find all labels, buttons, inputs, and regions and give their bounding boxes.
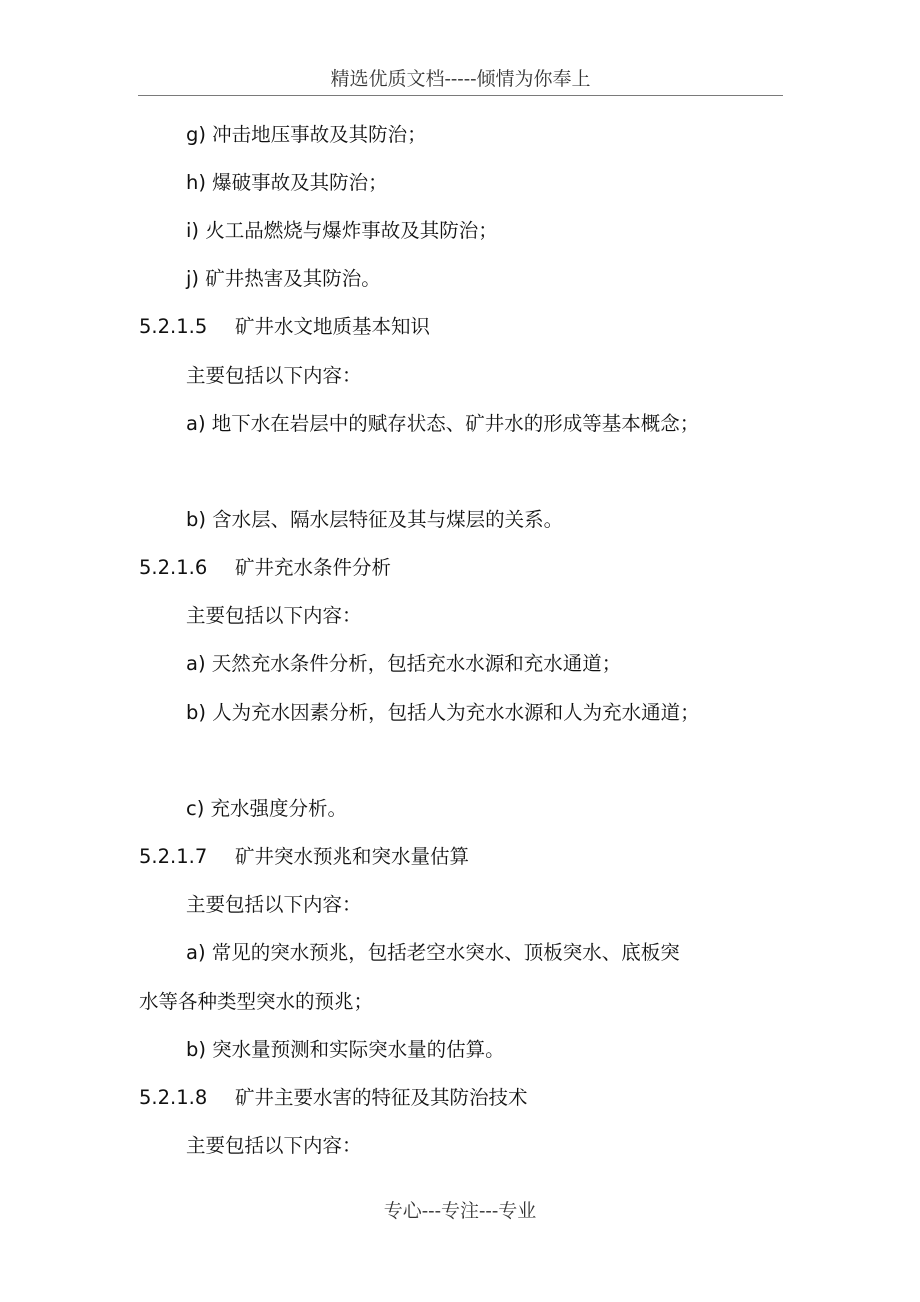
list-item-a-continuation: 水等各种类型突水的预兆；	[139, 990, 374, 1013]
header-divider	[138, 95, 783, 96]
paragraph-intro: 主要包括以下内容：	[186, 604, 362, 627]
page-footer: 专心---专注---专业	[383, 1200, 537, 1222]
section-title: 矿井水文地质基本知识	[235, 315, 431, 338]
list-item-i: i) 火工品燃烧与爆炸事故及其防治；	[186, 219, 498, 242]
section-number: 5.2.1.8	[139, 1086, 208, 1109]
list-item-b: b) 人为充水因素分析，包括人为充水水源和人为充水通道；	[186, 701, 700, 724]
list-item-j: j) 矿井热害及其防治。	[186, 267, 381, 290]
section-heading-5-2-1-8	[139, 1086, 528, 1110]
section-heading-5-2-1-5	[139, 315, 430, 339]
section-number: 5.2.1.5	[139, 315, 208, 338]
list-item-a: a) 常见的突水预兆，包括老空水突水、顶板突水、底板突	[186, 941, 680, 964]
section-title: 矿井主要水害的特征及其防治技术	[235, 1086, 528, 1109]
paragraph-intro: 主要包括以下内容：	[186, 1134, 362, 1157]
list-item-h: h) 爆破事故及其防治；	[186, 171, 388, 194]
page-header: 精选优质文档-----倾情为你奉上	[330, 68, 591, 90]
list-item-a: a) 天然充水条件分析，包括充水水源和充水通道；	[186, 652, 622, 675]
paragraph-intro: 主要包括以下内容：	[186, 364, 362, 387]
section-heading-5-2-1-6	[139, 556, 391, 580]
section-title: 矿井突水预兆和突水量估算	[235, 845, 470, 868]
list-item-b: b) 含水层、隔水层特征及其与煤层的关系。	[186, 508, 564, 531]
list-item-c: c) 充水强度分析。	[186, 797, 348, 820]
section-heading-5-2-1-7	[139, 845, 469, 869]
section-number: 5.2.1.7	[139, 845, 208, 868]
list-item-g: g) 冲击地压事故及其防治；	[186, 123, 427, 146]
section-number: 5.2.1.6	[139, 556, 208, 579]
list-item-b: b) 突水量预测和实际突水量的估算。	[186, 1038, 505, 1061]
paragraph-intro: 主要包括以下内容：	[186, 893, 362, 916]
section-title: 矿井充水条件分析	[235, 556, 392, 579]
list-item-a: a) 地下水在岩层中的赋存状态、矿井水的形成等基本概念；	[186, 412, 700, 435]
